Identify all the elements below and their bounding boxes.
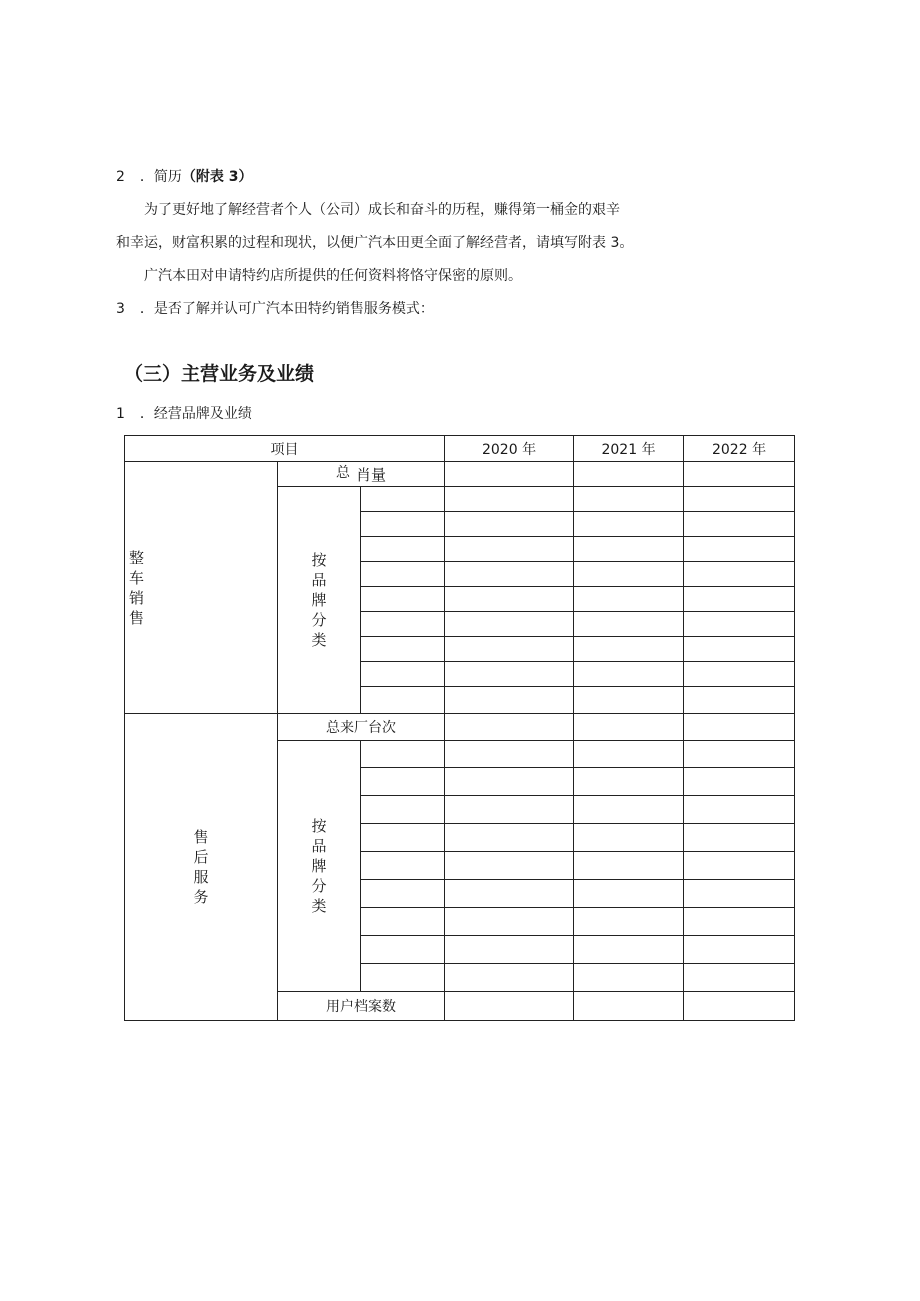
table-cell[interactable]: [684, 662, 795, 687]
table-cell[interactable]: [684, 908, 795, 936]
table-cell[interactable]: [574, 462, 684, 487]
table-cell[interactable]: [574, 908, 684, 936]
subsection1-number: 1: [116, 406, 125, 422]
table-cell[interactable]: [445, 637, 574, 662]
brand-name-cell[interactable]: [361, 587, 445, 612]
table-cell[interactable]: [445, 537, 574, 562]
table-cell[interactable]: [684, 512, 795, 537]
header-year-2020: 2020 年: [445, 436, 574, 462]
section2-number: 2: [116, 169, 125, 185]
brand-name-cell[interactable]: [361, 741, 445, 768]
table-cell[interactable]: [574, 587, 684, 612]
performance-table: [124, 435, 795, 1021]
table-cell[interactable]: [684, 587, 795, 612]
sales-group-label: 整车销售: [125, 462, 278, 714]
total-sales-label: 总 肖量: [278, 462, 445, 487]
brand-name-cell[interactable]: [361, 824, 445, 852]
table-cell[interactable]: [445, 714, 574, 741]
header-item-cell: 项目: [125, 436, 445, 462]
table-cell[interactable]: [574, 852, 684, 880]
table-cell[interactable]: [445, 462, 574, 487]
table-cell[interactable]: [445, 487, 574, 512]
table-cell[interactable]: [445, 612, 574, 637]
table-cell[interactable]: [574, 487, 684, 512]
brand-name-cell[interactable]: [361, 487, 445, 512]
table-cell[interactable]: [445, 587, 574, 612]
table-cell[interactable]: [445, 908, 574, 936]
section-heading: （三）主营业务及业绩: [124, 363, 315, 385]
table-cell[interactable]: [445, 852, 574, 880]
table-cell[interactable]: [445, 768, 574, 796]
brand-name-cell[interactable]: [361, 687, 445, 714]
table-cell[interactable]: [574, 824, 684, 852]
table-row: [125, 462, 795, 487]
table-cell[interactable]: [445, 796, 574, 824]
table-cell[interactable]: [445, 512, 574, 537]
section3-number: 3: [116, 301, 125, 317]
brand-name-cell[interactable]: [361, 662, 445, 687]
section2-title-text: ．简历: [139, 169, 182, 185]
table-cell[interactable]: [684, 637, 795, 662]
table-header-row: [125, 436, 795, 462]
table-cell[interactable]: [574, 637, 684, 662]
table-cell[interactable]: [574, 880, 684, 908]
table-cell[interactable]: [684, 537, 795, 562]
table-cell[interactable]: [574, 512, 684, 537]
table-cell[interactable]: [684, 487, 795, 512]
table-cell[interactable]: [574, 768, 684, 796]
brand-name-cell[interactable]: [361, 908, 445, 936]
brand-name-cell[interactable]: [361, 852, 445, 880]
customer-files-label: 用户档案数: [278, 992, 445, 1021]
section3-text: ．是否了解并认可广汽本田特约销售服务模式：: [139, 301, 434, 317]
table-cell[interactable]: [574, 612, 684, 637]
table-cell[interactable]: [684, 741, 795, 768]
table-cell[interactable]: [684, 964, 795, 992]
table-cell[interactable]: [684, 562, 795, 587]
table-cell[interactable]: [684, 880, 795, 908]
table-cell[interactable]: [684, 824, 795, 852]
table-cell[interactable]: [574, 992, 684, 1021]
brand-name-cell[interactable]: [361, 880, 445, 908]
table-cell[interactable]: [574, 796, 684, 824]
table-cell[interactable]: [684, 852, 795, 880]
service-by-brand-label: 按品牌分类: [278, 741, 361, 992]
table-cell[interactable]: [574, 562, 684, 587]
table-cell[interactable]: [684, 768, 795, 796]
brand-name-cell[interactable]: [361, 537, 445, 562]
table-cell[interactable]: [445, 880, 574, 908]
section2-paragraph2: 广汽本田对申请特约店所提供的任何资料将恪守保密的原则。: [144, 268, 522, 284]
brand-name-cell[interactable]: [361, 768, 445, 796]
total-visits-label: 总来厂台次: [278, 714, 445, 741]
section3-line: [116, 299, 434, 319]
table-cell[interactable]: [445, 741, 574, 768]
brand-name-cell[interactable]: [361, 936, 445, 964]
table-cell[interactable]: [574, 537, 684, 562]
subsection1-line: [116, 404, 252, 424]
section2-title-bold: （附表 3）: [181, 169, 253, 185]
section2-paragraph1-line1: 为了更好地了解经营者个人（公司）成长和奋斗的历程，赚得第一桶金的艰辛: [144, 202, 620, 218]
table-cell[interactable]: [445, 964, 574, 992]
table-cell[interactable]: [684, 687, 795, 714]
subsection1-text: ．经营品牌及业绩: [139, 406, 252, 422]
table-cell[interactable]: [574, 714, 684, 741]
table-cell[interactable]: [445, 936, 574, 964]
table-cell[interactable]: [684, 462, 795, 487]
table-cell[interactable]: [684, 796, 795, 824]
brand-name-cell[interactable]: [361, 512, 445, 537]
table-cell[interactable]: [574, 687, 684, 714]
brand-name-cell[interactable]: [361, 637, 445, 662]
table-cell[interactable]: [445, 992, 574, 1021]
table-cell[interactable]: [574, 964, 684, 992]
service-group-label: 售后服务: [125, 714, 278, 1021]
table-cell[interactable]: [574, 936, 684, 964]
header-year-2022: 2022 年: [684, 436, 795, 462]
table-row: [125, 714, 795, 741]
brand-name-cell[interactable]: [361, 964, 445, 992]
table-cell[interactable]: [684, 936, 795, 964]
table-cell[interactable]: [684, 992, 795, 1021]
brand-name-cell[interactable]: [361, 612, 445, 637]
brand-name-cell[interactable]: [361, 796, 445, 824]
table-cell[interactable]: [574, 741, 684, 768]
table-cell[interactable]: [445, 562, 574, 587]
table-cell[interactable]: [684, 714, 795, 741]
table-cell[interactable]: [684, 612, 795, 637]
table-cell[interactable]: [445, 824, 574, 852]
table-cell[interactable]: [574, 662, 684, 687]
section2-title: [116, 167, 252, 187]
sales-by-brand-label: 按品牌分类: [278, 487, 361, 714]
table-cell[interactable]: [445, 662, 574, 687]
section2-paragraph1-line2: 和幸运，财富积累的过程和现状，以便广汽本田更全面了解经营者，请填写附表 3。: [116, 235, 634, 251]
brand-name-cell[interactable]: [361, 562, 445, 587]
table-cell[interactable]: [445, 687, 574, 714]
header-year-2021: 2021 年: [574, 436, 684, 462]
